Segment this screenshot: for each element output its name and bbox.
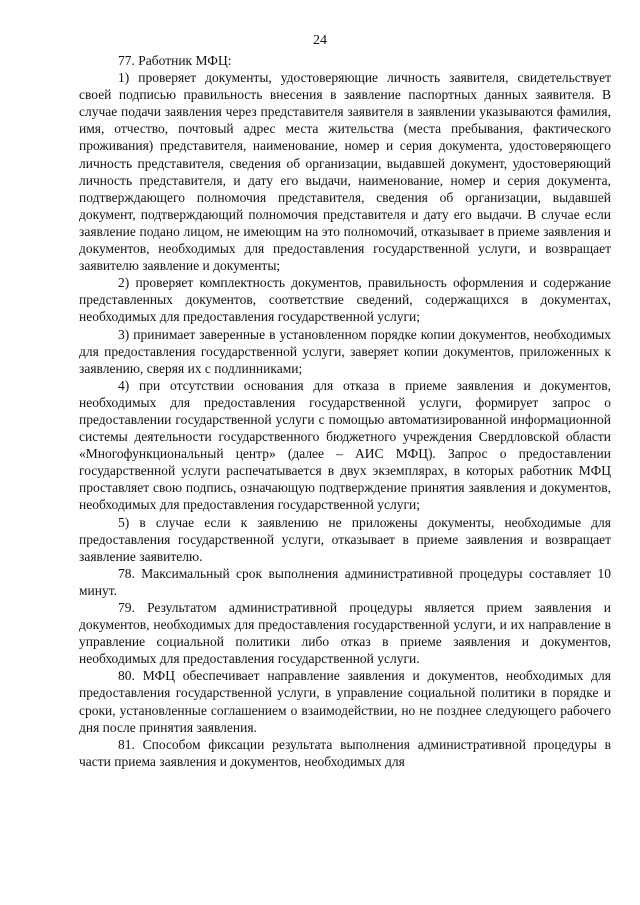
paragraph-77-item-1: 1) проверяет документы, удостоверяющие личность заявителя, свидетельствует своей подписью правильность внесения в заявление паспортных данных заявителя. В случае подачи заявления через представителя заявителя в заявлении указываются фамилия, имя, отчество, почтовый адрес места жительства (места пребывания, фактического проживания) представителя, наименование, номер и серия документа, удостоверяющего личность представителя, сведения об организации, выдавшей документ, удостоверяющий личность представителя, и дату его выдачи, наименование, номер и серия документа, подтверждающего полномочия представителя, сведения об организации, выдавшей документ, подтверждающий полномочия представителя и дату его выдачи. В случае если заявление подано лицом, не имеющим на это полномочий, отказывает в приеме заявления и документов, необходимых для предоставления государственной услуги, и возвращает заявителю заявление и документы; (79, 70, 611, 274)
paragraph-80: 80. МФЦ обеспечивает направление заявления и документов, необходимых для предоставления государственной услуги, в управление социальной политики в порядке и сроки, установленные соглашением о взаимодействии, но не позднее следующего рабочего дня после принятия заявления. (79, 668, 611, 735)
paragraph-77-item-2: 2) проверяет комплектность документов, правильность оформления и содержание представленных документов, соответствие сведений, содержащихся в документах, необходимых для предоставления государственной услуги; (79, 275, 611, 325)
paragraph-77-item-5: 5) в случае если к заявлению не приложены документы, необходимые для предоставления государственной услуги, отказывает в приеме заявления и возвращает заявление заявителю. (79, 514, 611, 564)
paragraph-77-item-3: 3) принимает заверенные в установленном порядке копии документов, необходимых для предоставления государственной услуги, заверяет копии документов, приложенных к заявлению, сверяя их с подлинниками; (79, 326, 611, 376)
document-body (79, 52, 611, 770)
paragraph-77-heading: 77. Работник МФЦ: (118, 53, 232, 68)
paragraph-81: 81. Способом фиксации результата выполнения административной процедуры в части приема заявления и документов, необходимых для (79, 736, 611, 769)
paragraph-79: 79. Результатом административной процедуры является прием заявления и документов, необходимых для предоставления государственной услуги, и их направление в управление социальной политики либо отказ в приеме заявления и документов, необходимых для предоставления государственной услуги. (79, 600, 611, 667)
paragraph-78: 78. Максимальный срок выполнения административной процедуры составляет 10 минут. (79, 565, 611, 598)
paragraph-77-item-4: 4) при отсутствии основания для отказа в приеме заявления и документов, необходимых для предоставления государственной услуги, формирует запрос о предоставлении государственной услуги с помощью автоматизированной информационной системы деятельности государственного бюджетного учреждения Свердловской области «Многофункциональный центр» (далее – АИС МФЦ). Запрос о предоставлении государственной услуги распечатывается в двух экземплярах, в которых работник МФЦ проставляет свою подпись, означающую подтверждение принятия заявления и документов, необходимых для предоставления государственной услуги; (79, 377, 611, 513)
page-number: 24 (313, 33, 327, 48)
